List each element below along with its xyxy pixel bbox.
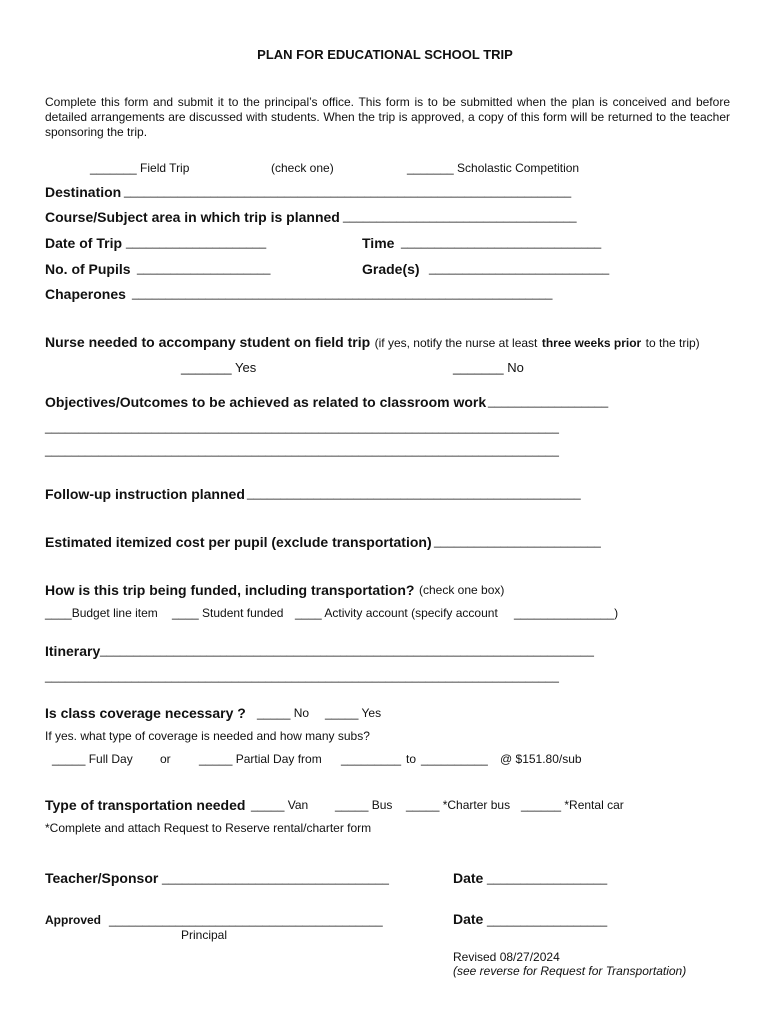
teacher-field[interactable]: __________________________________: [162, 871, 389, 885]
form-title: PLAN FOR EDUCATIONAL SCHOOL TRIP: [257, 47, 513, 62]
rental-car-option[interactable]: ______ *Rental car: [521, 798, 624, 812]
field-trip-option[interactable]: _______ Field Trip: [90, 161, 190, 175]
funding-label: How is this trip being funded, including transportation?: [45, 582, 415, 598]
followup-label: Follow-up instruction planned: [45, 486, 245, 502]
cost-field[interactable]: _________________________: [434, 534, 601, 548]
pupils-label: No. of Pupils: [45, 261, 131, 277]
to-text: to: [406, 752, 417, 766]
transport-note: *Complete and attach Request to Reserve rental/charter form: [45, 821, 372, 835]
budget-line-option[interactable]: ____Budget line item: [45, 606, 158, 620]
grades-field[interactable]: ___________________________: [429, 261, 610, 275]
itinerary-field[interactable]: __________________________________________________________________________: [100, 643, 594, 657]
revised-date: Revised 08/27/2024: [453, 950, 560, 964]
destination-label: Destination: [45, 184, 122, 200]
student-funded-option[interactable]: ____ Student funded: [172, 606, 284, 620]
nurse-note-pre: (if yes, notify the nurse at least: [374, 336, 538, 350]
objectives-label: Objectives/Outcomes to be achieved as related to classroom work: [45, 394, 487, 410]
funding-check-note: (check one box): [419, 583, 505, 597]
cost-label: Estimated itemized cost per pupil (exclude transportation): [45, 534, 432, 550]
nurse-no-option[interactable]: _______ No: [453, 360, 524, 375]
coverage-no-option[interactable]: _____ No: [257, 706, 310, 720]
reverse-note: (see reverse for Request for Transportation): [453, 964, 687, 978]
activity-account-option[interactable]: ____ Activity account (specify account: [295, 606, 498, 620]
activity-account-field[interactable]: _______________): [514, 606, 619, 620]
chaperones-field[interactable]: _______________________________________________________________: [132, 286, 553, 300]
followup-field[interactable]: __________________________________________________: [247, 486, 581, 500]
teacher-label: Teacher/Sponsor: [45, 870, 159, 886]
nurse-question: [45, 334, 700, 352]
or-text: or: [160, 752, 171, 766]
objectives-line-2[interactable]: _____________________________________________________________________________: [45, 420, 559, 434]
coverage-yes-option[interactable]: _____ Yes: [325, 706, 382, 720]
chaperones-label: Chaperones: [45, 286, 126, 302]
bus-option[interactable]: _____ Bus: [335, 798, 393, 812]
nurse-note-bold: three weeks prior: [541, 336, 642, 350]
approved-label: Approved: [45, 913, 102, 927]
pupils-field[interactable]: ____________________: [137, 261, 271, 275]
partial-day-option[interactable]: _____ Partial Day from: [199, 752, 322, 766]
coverage-label: Is class coverage necessary ?: [45, 705, 246, 721]
partial-from-field[interactable]: _________: [341, 752, 402, 766]
itinerary-label: Itinerary: [45, 643, 101, 659]
nurse-note-post: to the trip): [645, 336, 700, 350]
scholastic-competition-option[interactable]: _______ Scholastic Competition: [407, 161, 580, 175]
course-label: Course/Subject area in which trip is planned: [45, 209, 340, 225]
charter-bus-option[interactable]: _____ *Charter bus: [406, 798, 511, 812]
date-of-trip-field[interactable]: _____________________: [126, 235, 267, 249]
time-field[interactable]: ______________________________: [401, 235, 602, 249]
course-field[interactable]: ___________________________________: [343, 209, 577, 223]
date2-field[interactable]: __________________: [487, 913, 608, 927]
date1-label: Date: [453, 870, 484, 886]
nurse-yes-option[interactable]: _______ Yes: [181, 360, 257, 375]
coverage-question: If yes. what type of coverage is needed and how many subs?: [45, 729, 370, 743]
sub-rate-text: @ $151.80/sub: [500, 752, 582, 766]
time-label: Time: [362, 235, 395, 251]
nurse-label: Nurse needed to accompany student on field trip: [45, 334, 371, 350]
principal-caption: Principal: [181, 928, 228, 942]
destination-field[interactable]: ___________________________________________________________________: [124, 184, 572, 198]
van-option[interactable]: _____ Van: [251, 798, 309, 812]
date-of-trip-label: Date of Trip: [45, 235, 123, 251]
approved-field[interactable]: _________________________________________: [109, 913, 383, 927]
objectives-field[interactable]: __________________: [488, 394, 609, 408]
intro-paragraph: Complete this form and submit it to the principal’s office. This form is to be submitted when the plan is conceived and before detailed arrangements are discussed with students. When the trip is approved, a copy of this form will be returned to the teacher sponsoring the trip.: [45, 95, 730, 139]
itinerary-line-2[interactable]: _____________________________________________________________________________: [45, 669, 559, 683]
partial-to-field[interactable]: __________: [421, 752, 488, 766]
full-day-option[interactable]: _____ Full Day: [52, 752, 133, 766]
objectives-line-3[interactable]: _____________________________________________________________________________: [45, 443, 559, 457]
date2-label: Date: [453, 911, 484, 927]
transport-label: Type of transportation needed: [45, 797, 246, 813]
check-one-note: (check one): [271, 161, 334, 175]
grades-label: Grade(s): [362, 261, 420, 277]
date1-field[interactable]: __________________: [487, 871, 608, 885]
